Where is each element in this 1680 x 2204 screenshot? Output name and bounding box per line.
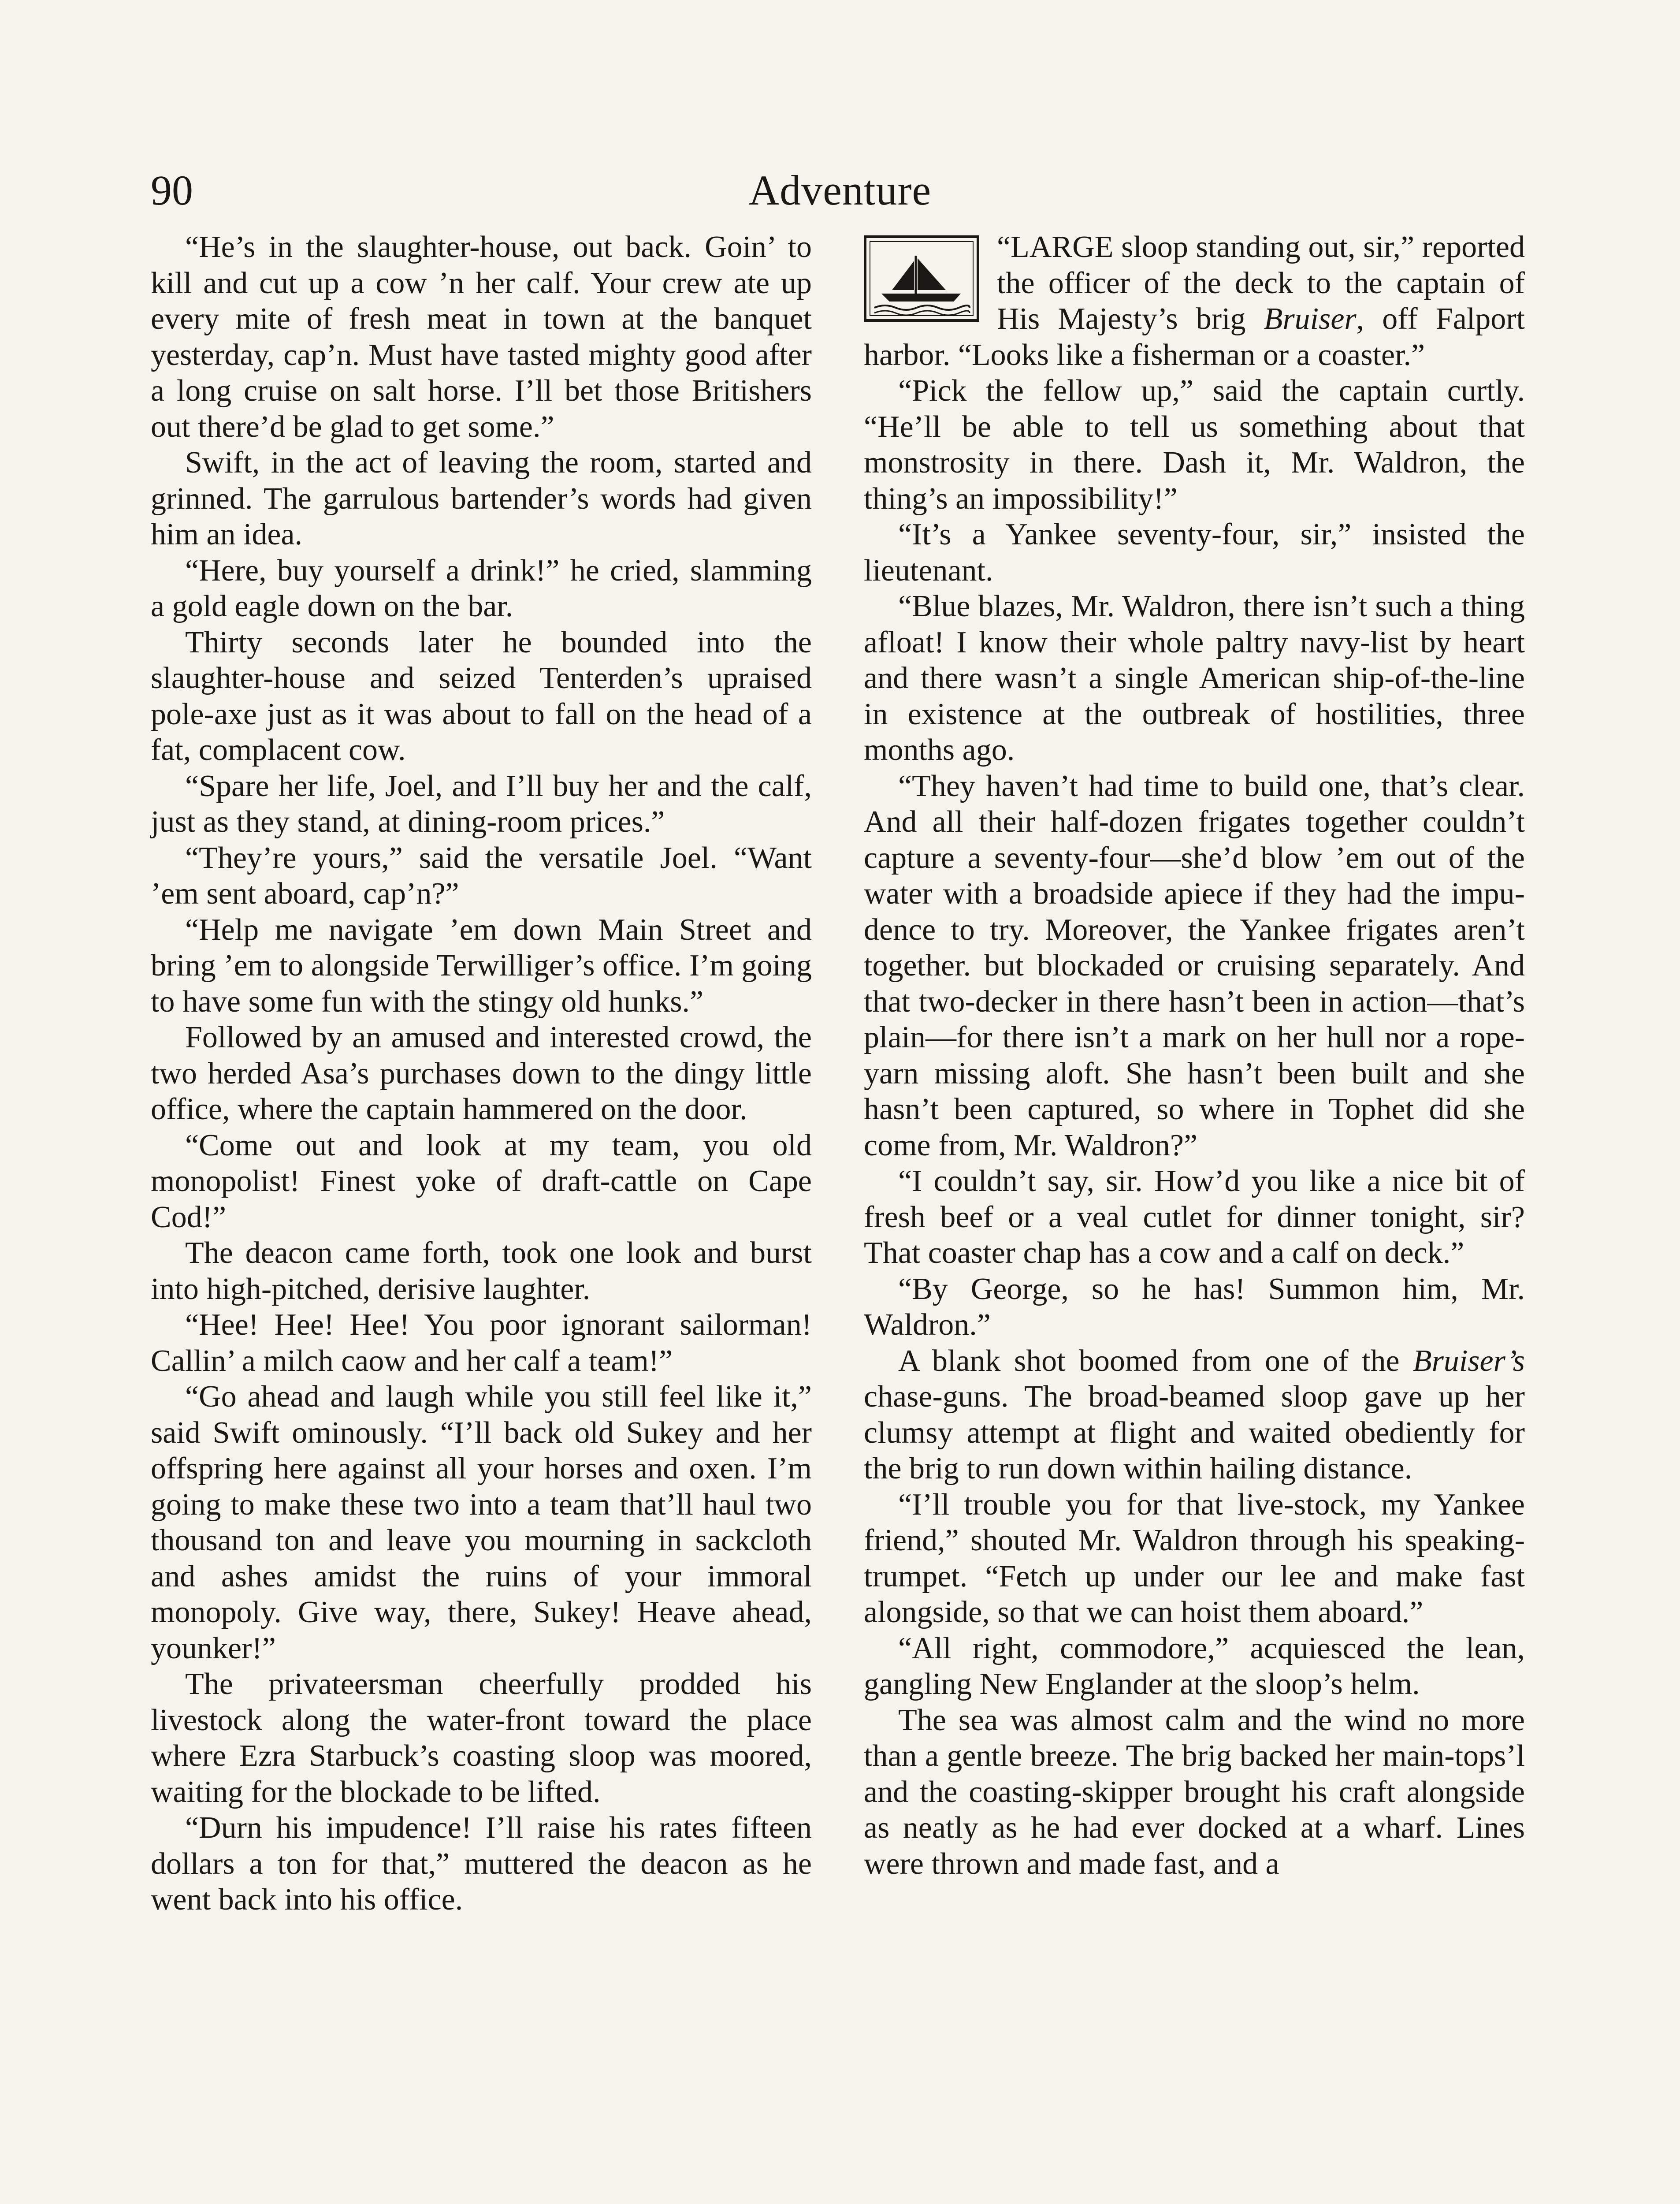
paragraph: The privateersman cheerfully prodded his livestock along the water-front toward the place where Ezra Starbuck’s coasting sloop was moored, waiting for the blockade to be lifted.	[151, 1667, 812, 1809]
paragraph: “Blue blazes, Mr. Waldron, there isn’t such a thing afloat! I know their whole paltry navy-list by heart and there wasn’t a single American ship-of-the-line in existence at the outbreak of hostilities, three months ago.	[864, 589, 1525, 767]
paragraph: The deacon came forth, took one look and burst into high-pitched, derisive laughter.	[151, 1236, 812, 1306]
paragraph: “Help me navigate ’em down Main Street and bring ’em to alongside Terwilliger’s office. I’m going to have some fun with the stingy old hunks.”	[151, 912, 812, 1019]
ship-name: Bruiser’s	[1412, 1344, 1525, 1378]
paragraph: “Pick the fellow up,” said the captain curtly. “He’ll be able to tell us something about that monstrosity in there. Dash it, Mr. Waldron, the thing’s an impossibility!”	[864, 374, 1525, 516]
paragraph-text: A blank shot boomed from one of the	[898, 1344, 1413, 1378]
paragraph-text-end: chase-guns. The broad-beamed sloop gave up her clumsy attempt at flight and waited obediently for the brig to run down within hailing distance.	[864, 1380, 1525, 1485]
opening-text: “LARGE sloop standing out, sir,” reported the officer of the deck to the captain of His Majesty’s brig	[997, 230, 1525, 336]
paragraph: Followed by an amused and interested crowd, the two herded Asa’s purchases down to the dingy little office, where the captain hammered on the door.	[151, 1020, 812, 1126]
paragraph: “Spare her life, Joel, and I’ll buy her and the calf, just as they stand, at dining-room prices.”	[151, 769, 812, 839]
paragraph: “Go ahead and laugh while you still feel like it,” said Swift ominously. “I’ll back old Sukey and her offspring here against all your horses and oxen. I’m going to make these two into a team that’ll haul two thousand ton and leave you mourning in sackcloth and ashes amidst the ruins of your immoral monopoly. Give way, there, Sukey! Heave ahead, younker!”	[151, 1380, 812, 1665]
page-number: 90	[151, 167, 193, 214]
paragraph	[864, 1343, 1525, 1487]
ship-vignette-icon	[864, 235, 979, 322]
paragraph: “All right, commodore,” acquiesced the lean, gangling New Englander at the sloop’s helm.	[864, 1631, 1525, 1701]
paragraph: “By George, so he has! Summon him, Mr. Waldron.”	[864, 1272, 1525, 1342]
paragraph: “It’s a Yankee seventy-four, sir,” insisted the lieutenant.	[864, 517, 1525, 588]
paragraph: “Hee! Hee! Hee! You poor ignorant sailorman! Callin’ a milch caow and her calf a team!”	[151, 1308, 812, 1378]
paragraph: “Here, buy yourself a drink!” he cried, slamming a gold eagle down on the bar.	[151, 553, 812, 623]
paragraph: Thirty seconds later he bounded into the slaughter-house and seized Tenterden’s upraised pole-axe just as it was about to fall on the head of a fat, complacent cow.	[151, 625, 812, 767]
paragraph: “Durn his impudence! I’ll raise his rates fifteen dollars a ton for that,” muttered the deacon as he went back into his office.	[151, 1811, 812, 1917]
paragraph: “Come out and look at my team, you old monopolist! Finest yoke of draft-cattle on Cape Cod!”	[151, 1128, 812, 1234]
paragraph: “He’s in the slaughter-house, out back. Goin’ to kill and cut up a cow ’n her calf. Your crew ate up every mite of fresh meat in town at the banquet yesterday, cap’n. Must have tasted mighty good after a long cruise on salt horse. I’ll bet those Britishers out there’d be glad to get some.”	[151, 230, 812, 444]
paragraph: Swift, in the act of leaving the room, started and grinned. The garrulous bartender’s words had given him an idea.	[151, 446, 812, 551]
paragraph: “I’ll trouble you for that live-stock, my Yankee friend,” shouted Mr. Waldron through his speaking-trumpet. “Fetch up under our lee and make fast alongside, so that we can hoist them aboard.”	[864, 1487, 1525, 1629]
paragraph: “I couldn’t say, sir. How’d you like a nice bit of fresh beef or a veal cutlet for dinner tonight, sir? That coaster chap has a cow and a calf on deck.”	[864, 1164, 1525, 1270]
paragraph: “They haven’t had time to build one, that’s clear. And all their half-dozen frigates together couldn’t capture a seventy-four—she’d blow ’em out of the water with a broadside apiece if they had the impudence to try. Moreover, the Yankee frigates aren’t together. but blockaded or cruising separately. And that two-decker in there hasn’t been in action—that’s plain—for there isn’t a mark on her hull nor a rope-yarn missing aloft. She hasn’t been built and she hasn’t been captured, so where in Tophet did she come from, Mr. Waldron?”	[864, 769, 1525, 1162]
left-column	[151, 229, 812, 1918]
running-head: Adventure	[748, 167, 932, 214]
opening-text-end: , off Falport harbor. “Looks like a fisherman or a coaster.”	[864, 302, 1525, 372]
paragraph: The sea was almost calm and the wind no more than a gentle breeze. The brig backed her main-tops’l and the coasting-skipper brought his craft alongside as neatly as he had ever docked at a wharf. Lines were thrown and made fast, and a	[864, 1703, 1525, 1881]
right-column	[864, 229, 1525, 1882]
paragraph: “They’re yours,” said the versatile Joel. “Want ’em sent aboard, cap’n?”	[151, 841, 812, 911]
ship-name: Bruiser	[1264, 302, 1357, 336]
